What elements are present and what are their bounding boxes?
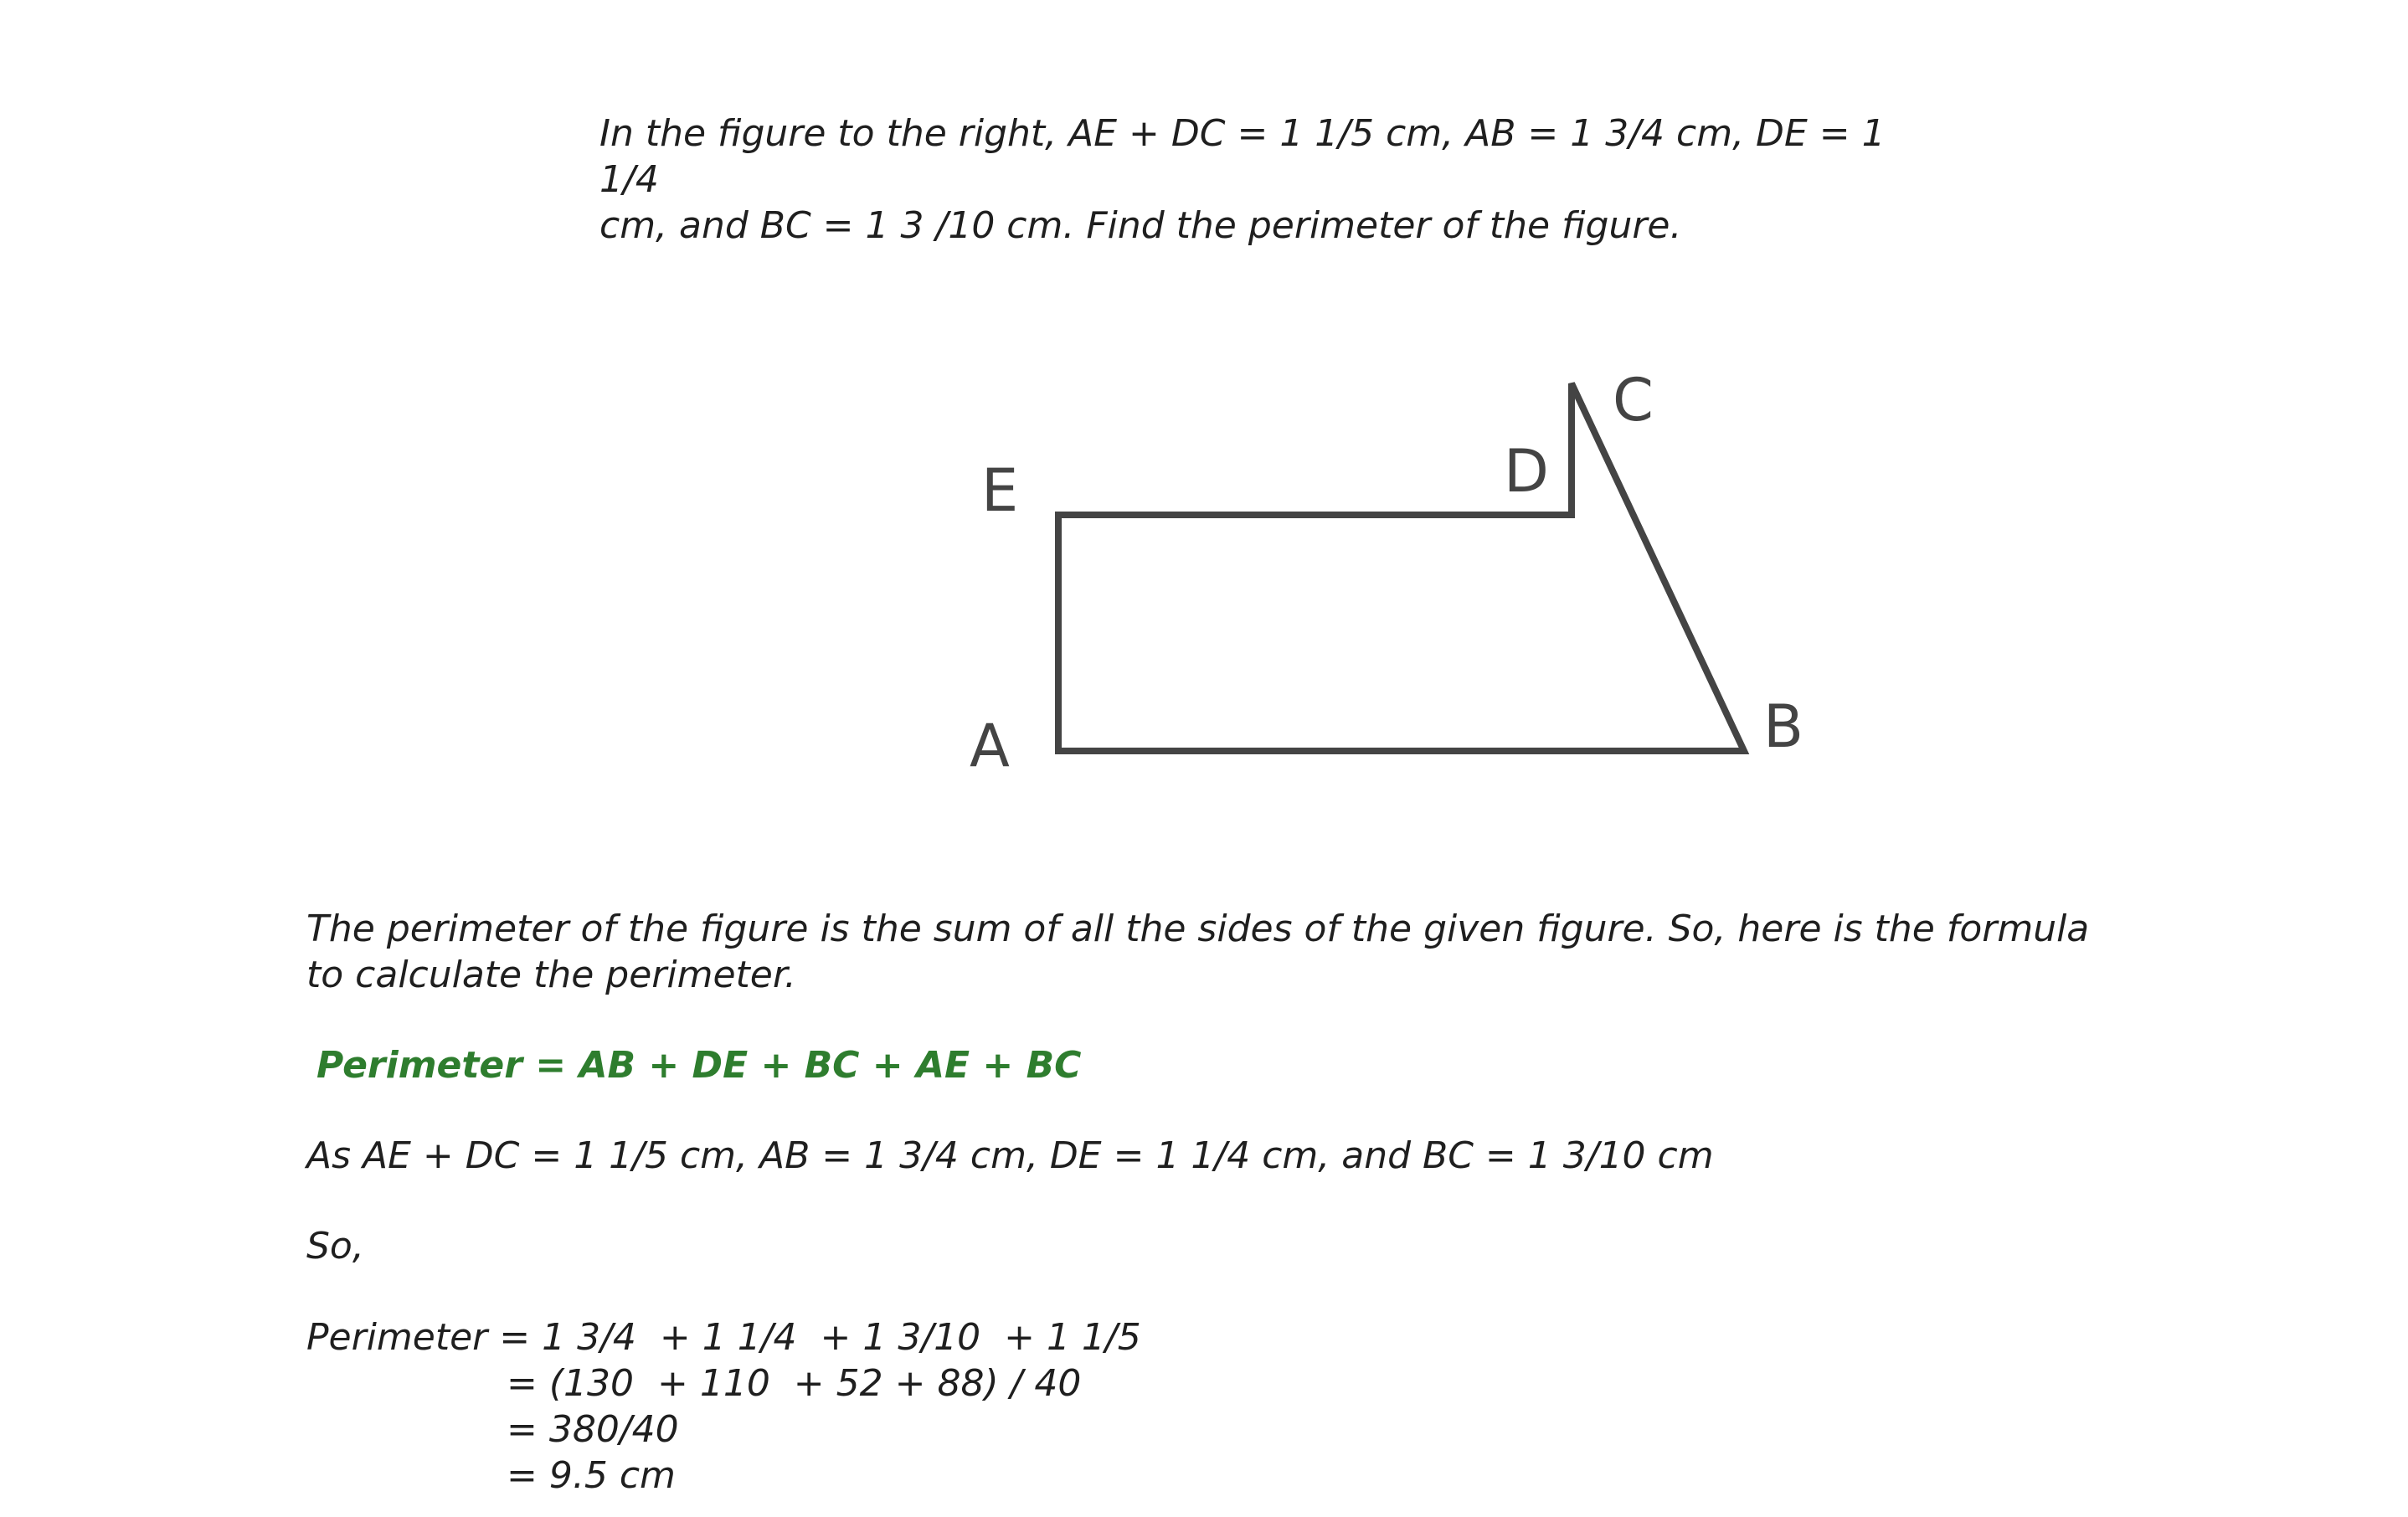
solution-intro xyxy=(306,906,2232,998)
figure-outline xyxy=(1058,383,1744,751)
vertex-label-d: D xyxy=(1504,437,1549,506)
problem-line-2: cm, and BC = 1 3 /10 cm. Find the perimeter of the figure. xyxy=(599,204,1682,247)
solution-intro-line-2: to calculate the perimeter. xyxy=(306,954,796,996)
calc-step-1: Perimeter = 1 3/4 + 1 1/4 + 1 3/10 + 1 1/5 xyxy=(306,1316,1141,1359)
perimeter-calculation xyxy=(306,1314,2232,1499)
vertex-label-c: C xyxy=(1613,366,1654,435)
so-text: So, xyxy=(306,1225,364,1268)
vertex-label-a: A xyxy=(970,712,1010,780)
given-values: As AE + DC = 1 1/5 cm, AB = 1 3/4 cm, DE = 1 1/4 cm, and BC = 1 3/10 cm xyxy=(306,1134,1714,1177)
calc-step-2: = (130 + 110 + 52 + 88) / 40 xyxy=(507,1362,1082,1405)
vertex-label-e: E xyxy=(981,456,1019,525)
vertex-label-b: B xyxy=(1763,692,1804,761)
calc-step-3: = 380/40 xyxy=(507,1408,679,1451)
problem-line-1: In the figure to the right, AE + DC = 1 1/5 cm, AB = 1 3/4 cm, DE = 1 1/4 xyxy=(599,112,1886,201)
perimeter-formula: Perimeter = AB + DE + BC + AE + BC xyxy=(316,1044,1082,1087)
solution-intro-line-1: The perimeter of the figure is the sum of all the sides of the given figure. So, here is the formula xyxy=(306,908,2090,950)
calc-step-4: = 9.5 cm xyxy=(507,1454,676,1497)
problem-statement xyxy=(599,111,1906,249)
